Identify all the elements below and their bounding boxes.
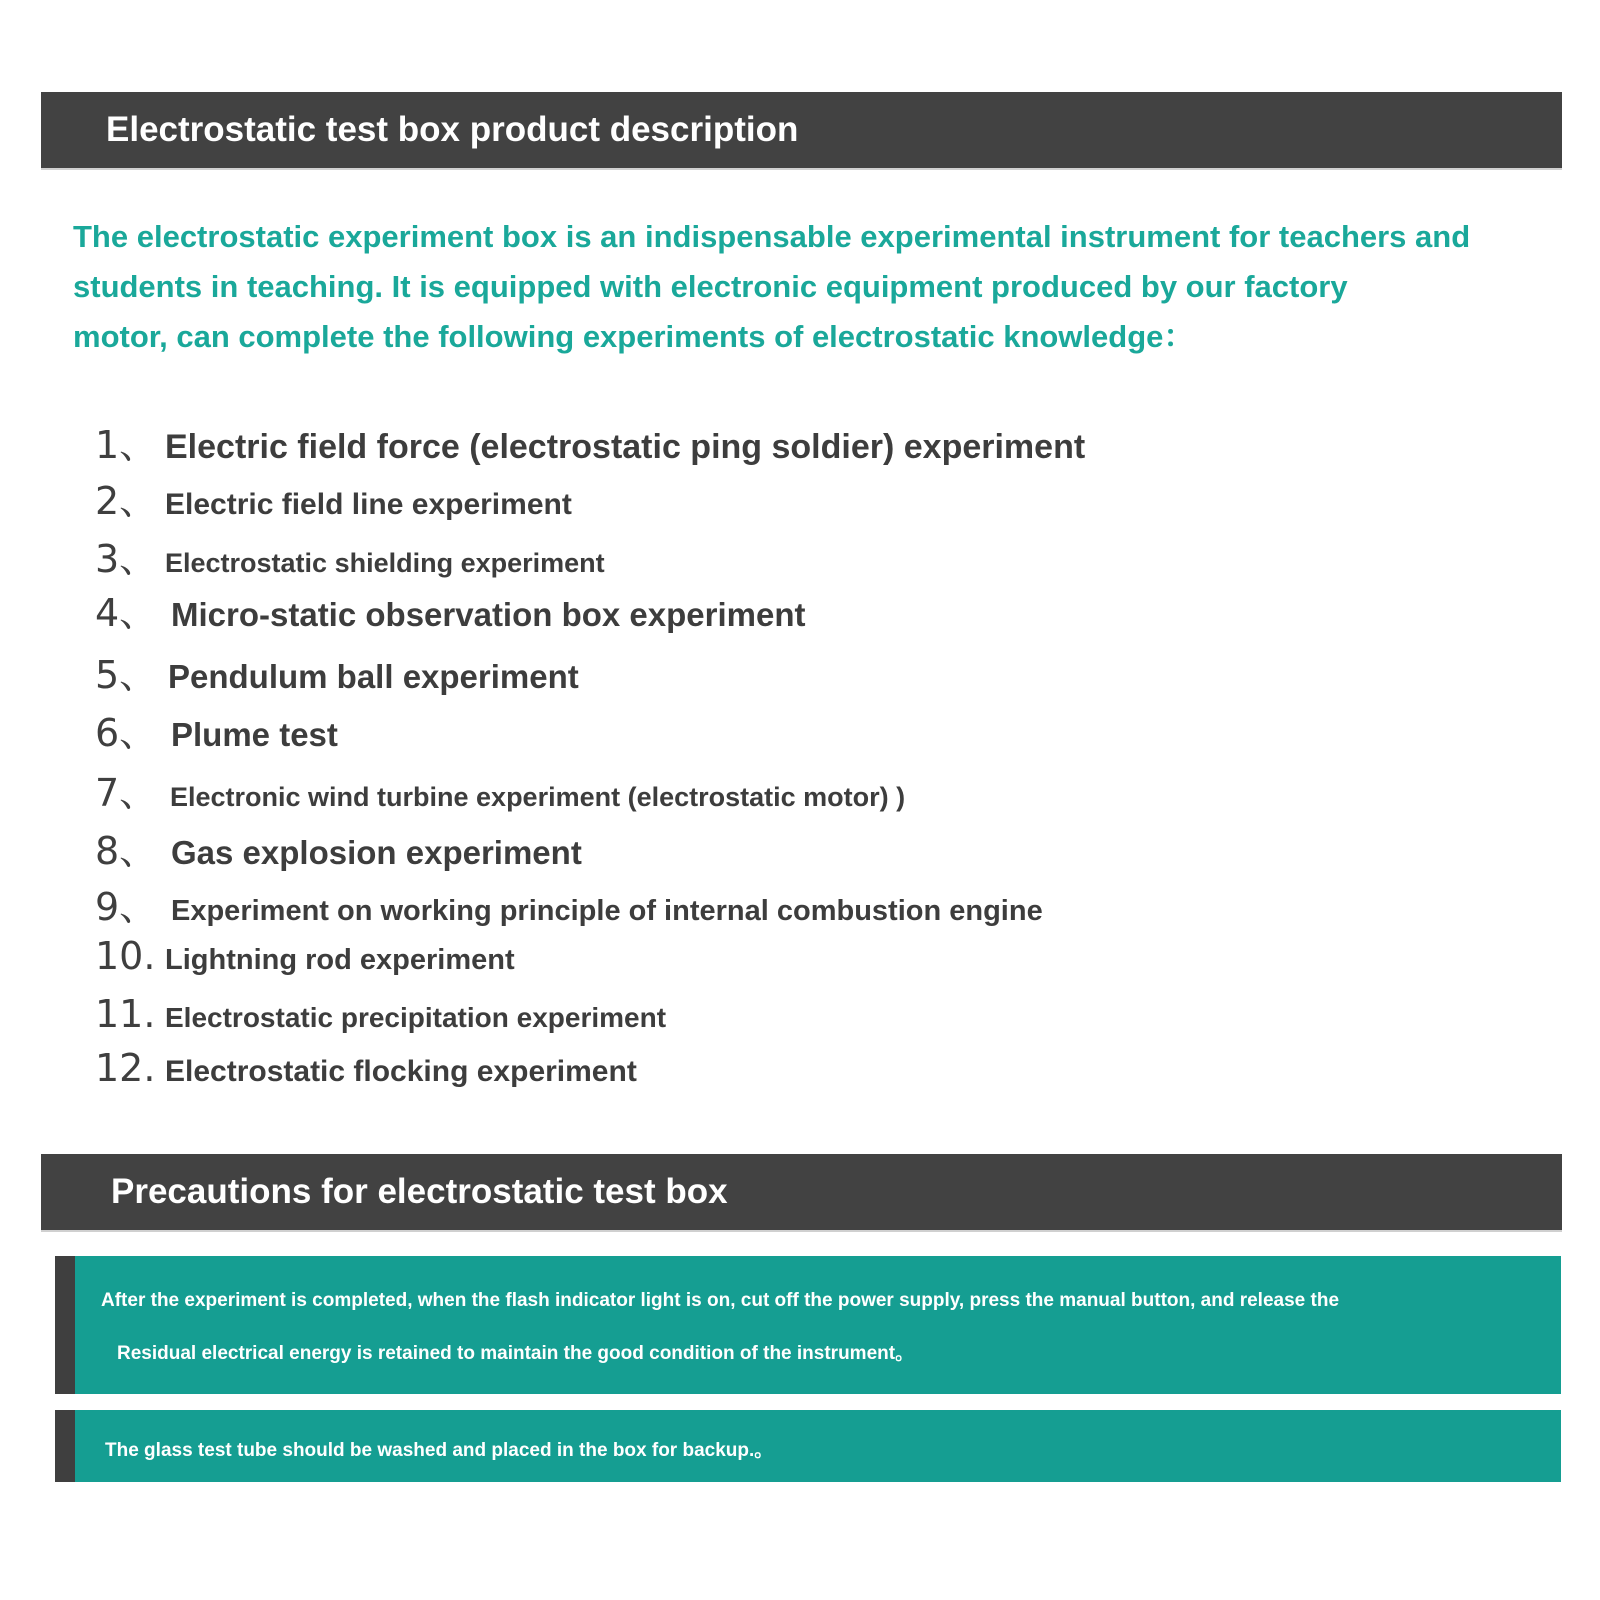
item-number: 6、 — [95, 711, 158, 755]
item-number: 4、 — [95, 591, 158, 635]
list-item — [95, 992, 666, 1036]
list-item — [95, 876, 1043, 931]
intro-line: The electrostatic experiment box is an indispensable experimental instrument for teachers and — [73, 219, 1471, 254]
note-line: After the experiment is completed, when the flash indicator light is on, cut off the power supply, press the manual button, and release the — [101, 1290, 1340, 1311]
intro-line: students in teaching. It is equipped with electronic equipment produced by our factory — [73, 269, 1348, 304]
list-item — [95, 934, 515, 978]
item-number: 2、 — [95, 479, 158, 523]
item-text: Lightning rod experiment — [165, 944, 515, 976]
item-number: 10. — [95, 934, 156, 978]
item-text: Electrostatic precipitation experiment — [165, 1002, 667, 1033]
section-title: Precautions for electrostatic test box — [111, 1172, 728, 1211]
list-item — [95, 820, 582, 875]
item-number: 7、 — [95, 771, 158, 815]
item-number: 8、 — [95, 829, 158, 873]
item-number: 3、 — [95, 537, 158, 581]
item-text: Electric field line experiment — [165, 488, 572, 521]
item-number: 5、 — [95, 653, 158, 697]
item-number: 1、 — [95, 423, 158, 467]
item-text: Gas explosion experiment — [171, 834, 582, 871]
list-item — [95, 762, 905, 817]
item-text: Electrostatic shielding experiment — [165, 548, 605, 578]
item-number: 11. — [95, 992, 156, 1036]
precaution-note — [55, 1256, 1561, 1394]
item-text: Pendulum ball experiment — [168, 658, 579, 695]
item-text: Electronic wind turbine experiment (electrostatic motor) ) — [170, 782, 906, 812]
item-text: Micro-static observation box experiment — [171, 596, 806, 633]
list-item — [95, 644, 579, 699]
section-header-precautions — [41, 1154, 1562, 1232]
note-line: The glass test tube should be washed and placed in the box for backup.。 — [105, 1440, 774, 1461]
item-number: 12. — [95, 1046, 156, 1090]
section-header-product-description — [41, 92, 1562, 170]
note-line: Residual electrical energy is retained to maintain the good condition of the instrument。 — [117, 1343, 915, 1364]
list-item — [95, 470, 572, 525]
list-item — [95, 528, 605, 583]
item-number: 9、 — [95, 885, 158, 929]
intro-paragraph — [73, 212, 1553, 362]
item-text: Electrostatic flocking experiment — [165, 1055, 637, 1088]
item-text: Plume test — [171, 716, 338, 753]
list-item — [95, 1046, 637, 1090]
intro-line: motor, can complete the following experiments of electrostatic knowledge： — [73, 319, 1195, 354]
precaution-note — [55, 1410, 1561, 1482]
list-item — [95, 582, 806, 637]
item-text: Electric field force (electrostatic ping soldier) experiment — [165, 428, 1086, 466]
item-text: Experiment on working principle of internal combustion engine — [171, 895, 1043, 927]
list-item — [95, 702, 338, 757]
section-title: Electrostatic test box product description — [106, 110, 799, 149]
list-item — [95, 414, 1085, 469]
